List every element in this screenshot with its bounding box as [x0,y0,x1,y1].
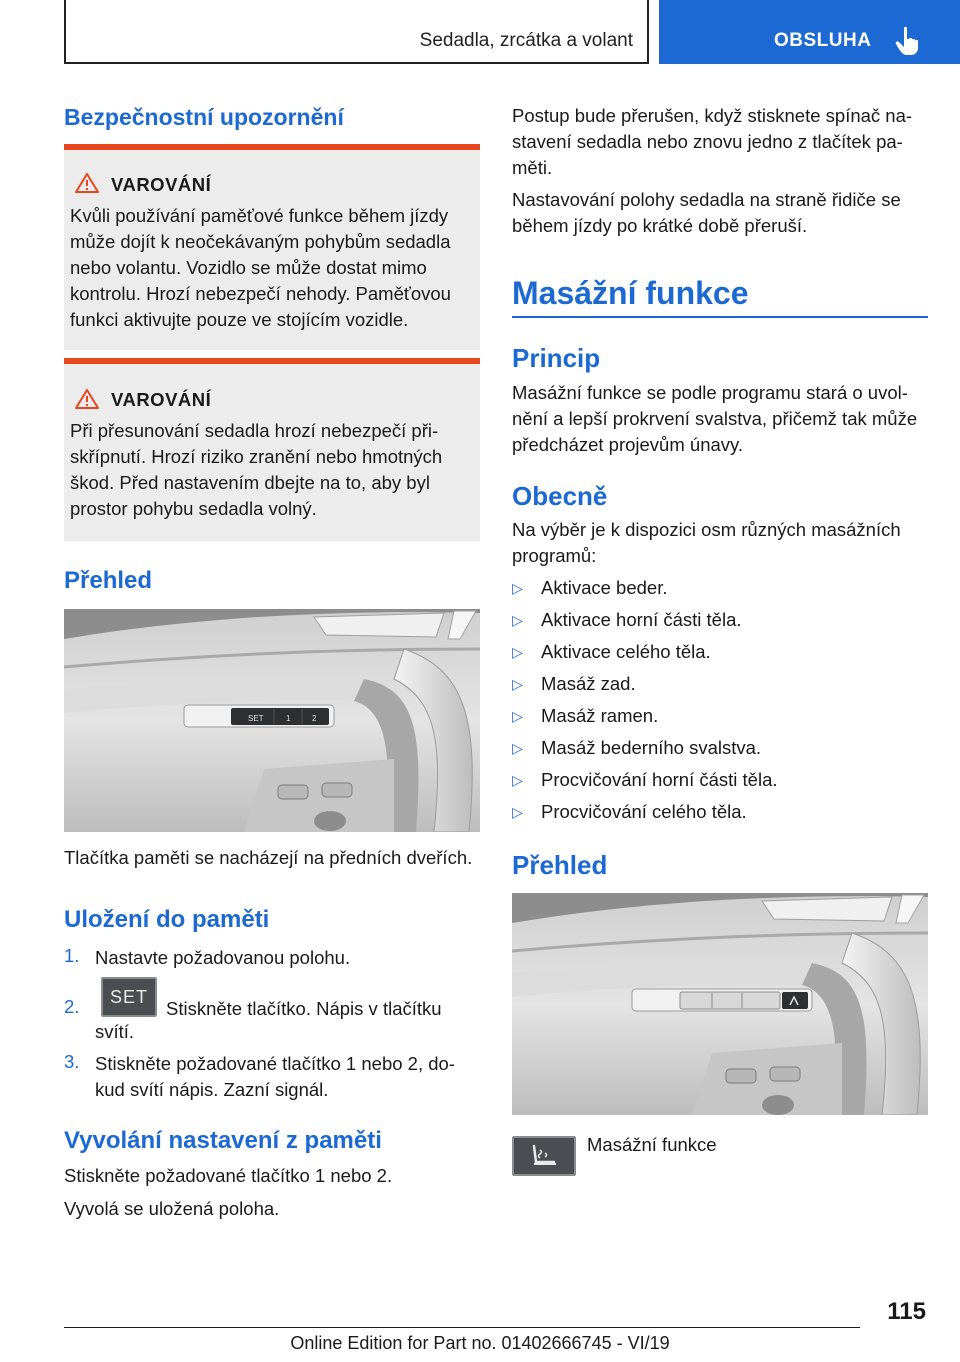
door-memory-buttons-photo [64,609,480,832]
bullet-triangle-icon: ▷ [512,580,523,596]
panel-button-label: SET [248,714,264,723]
door-panel-illustration [512,893,928,1115]
bullet-triangle-icon: ▷ [512,740,523,756]
warning-box-2 [64,358,480,541]
warning-label: VAROVÁNÍ [111,174,212,195]
safety-heading: Bezpečnostní upozornění [64,104,344,130]
warning-text: Při přesunování sedadla hrozí nebezpečí při- skřípnutí. Hrozí riziko zranění nebo hmotných škod. Před nastavením dbejte na to, aby byl prostor pohybu sedadla volný. [70,420,443,519]
step-text: svítí. [95,1021,135,1042]
step-number: 3. [64,1051,80,1072]
program-item: Aktivace beder. [541,577,668,598]
step-number: 1. [64,945,80,966]
warning-label: VAROVÁNÍ [111,389,212,410]
overview-heading-right: Přehled [512,850,608,880]
warning-bar [64,358,480,364]
step-text: kud svítí nápis. Zazní signál. [95,1079,329,1100]
header-frame [64,0,649,64]
panel-button-label: 2 [312,714,317,723]
massage-section-heading: Masážní funkce [512,275,749,311]
door-panel-illustration [64,609,480,832]
massage-button[interactable] [512,1136,576,1176]
bullet-triangle-icon: ▷ [512,708,523,724]
program-item: Masáž ramen. [541,705,659,726]
overview-heading-left: Přehled [64,567,153,594]
recall-text: Vyvolá se uložená poloha. [64,1198,280,1219]
header-section-title: Sedadla, zrcátka a volant [419,30,633,51]
intro-paragraph: Postup bude přerušen, když stisknete spínač na- stavení sedadla nebo znovu jedno z tlačítek pa- měti. [512,105,913,178]
warning-triangle-icon [74,172,100,194]
program-item: Masáž bederního svalstva. [541,737,762,758]
photo-caption-left: Tlačítka paměti se nacházejí na předních dveřích. [64,847,473,868]
step-text: Stiskněte požadované tlačítko 1 nebo 2, do- [95,1053,455,1074]
warning-bar [64,144,480,150]
footer-rule [64,1327,860,1328]
panel-button-label: 1 [286,714,291,723]
warning-text: Kvůli používání paměťové funkce během jízdy může dojít k neočekávaným pohybům sedadla nebo volantu. Vozidlo se může dostat mimo kontrolu. Hrozí nebezpečí nehody. Paměťovou funkci aktivujte pouze ve stojícím vozidle. [70,205,451,330]
intro-paragraph-2: Nastavování polohy sedadla na straně řidiče se během jízdy po krátké době přeruší. [512,189,901,236]
pointing-hand-icon [895,26,921,56]
step-text: Nastavte požadovanou polohu. [95,947,351,968]
step-text: Stiskněte tlačítko. Nápis v tlačítku [166,998,442,1019]
bullet-triangle-icon: ▷ [512,772,523,788]
set-button[interactable]: SET [101,977,157,1017]
step-number: 2. [64,996,80,1017]
program-item: Aktivace celého těla. [541,641,711,662]
store-heading: Uložení do paměti [64,906,270,933]
bullet-triangle-icon: ▷ [512,804,523,820]
principle-text: Masážní funkce se podle programu stará o uvol- nění a lepší prokrvení svalstva, přičemž tak může předcházet projevům únavy. [512,382,918,455]
bullet-triangle-icon: ▷ [512,676,523,692]
program-item: Procvičování horní části těla. [541,769,778,790]
massage-seat-icon [514,1138,574,1174]
program-item: Aktivace horní části těla. [541,609,742,630]
page-number: 115 [887,1298,926,1325]
tab-obsluha[interactable] [659,0,960,64]
principle-heading: Princip [512,343,601,373]
tab-obsluha-label: OBSLUHA [774,30,872,51]
footer-edition: Online Edition for Part no. 01402666745 - VI/19 [290,1333,670,1353]
door-massage-button-photo [512,893,928,1115]
general-heading: Obecně [512,481,608,511]
general-text: Na výběr je k dispozici osm různých masážních programů: [512,519,901,566]
program-item: Procvičování celého těla. [541,801,747,822]
warning-triangle-icon [74,388,100,410]
warning-box-1 [64,144,480,350]
recall-heading: Vyvolání nastavení z paměti [64,1127,382,1154]
recall-text: Stiskněte požadované tlačítko 1 nebo 2. [64,1165,393,1186]
section-rule [512,316,928,318]
bullet-triangle-icon: ▷ [512,612,523,628]
program-item: Masáž zad. [541,673,636,694]
bullet-triangle-icon: ▷ [512,644,523,660]
massage-caption: Masážní funkce [587,1134,717,1155]
